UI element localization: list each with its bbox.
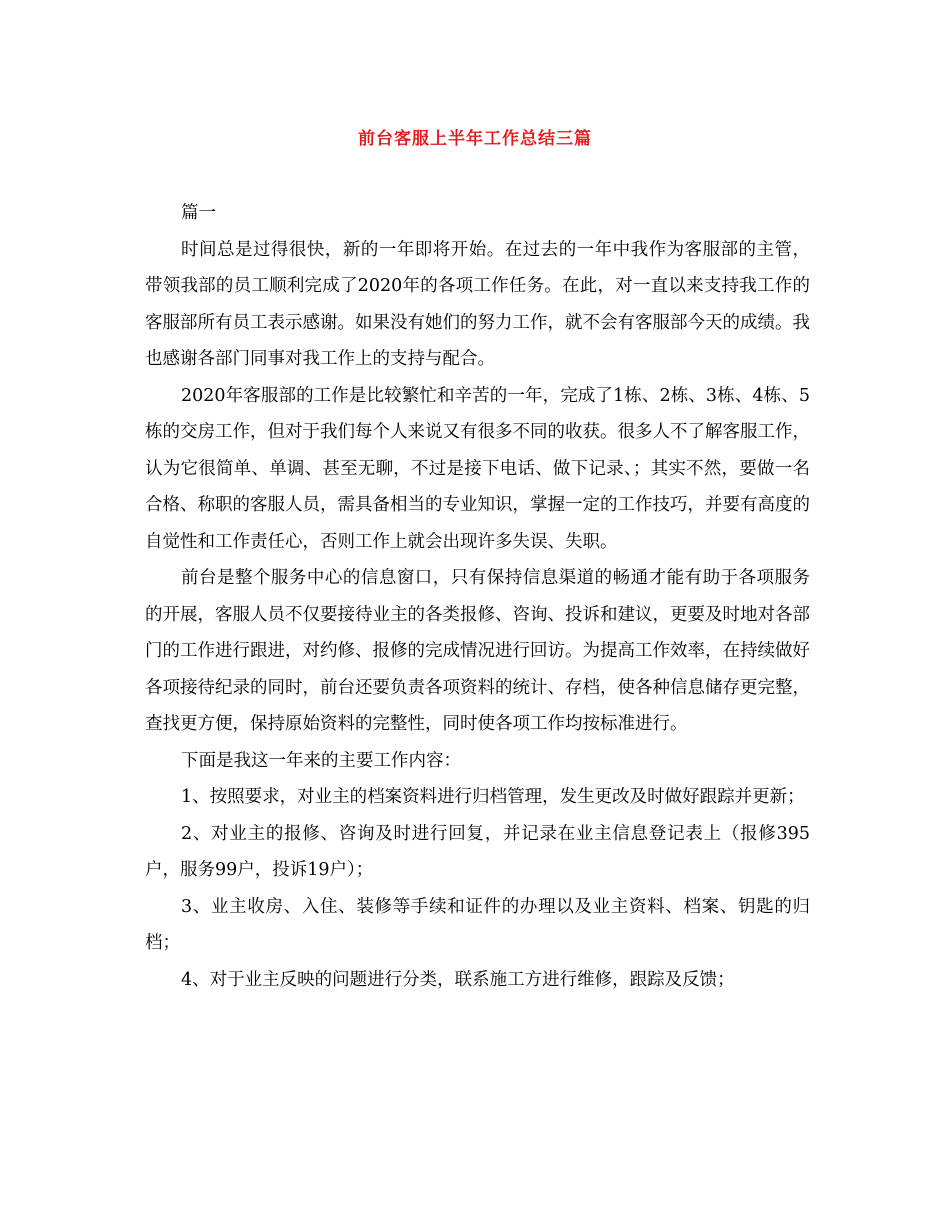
- paragraph-front-desk: 前台是整个服务中心的信息窗口，只有保持信息渠道的畅通才能有助于各项服务的开展，客服人员不仅要接待业主的各类报修、咨询、投诉和建议，更要及时地对各部门的工作进行跟进，对约修、报修的完成情况进行回访。为提高工作效率，在持续做好各项接待纪录的同时，前台还要负责各项资料的统计、存档，使各种信息储存更完整，查找更方便，保持原始资料的完整性，同时使各项工作均按标准进行。: [145, 568, 810, 734]
- list-item: 4、对于业主反映的问题进行分类，联系施工方进行维修，跟踪及反馈；: [181, 969, 735, 990]
- section-heading: 篇一: [181, 203, 216, 223]
- paragraph-intro: 时间总是过得很快，新的一年即将开始。在过去的一年中我作为客服部的主管，带领我部的员工顺利完成了2020年的各项工作任务。在此，对一直以来支持我工作的客服部所有员工表示感谢。如果没有她们的努力工作，就不会有客服部今天的成绩。我也感谢各部门同事对我工作上的支持与配合。: [145, 239, 810, 369]
- list-item: 3、业主收房、入住、装修等手续和证件的办理以及业主资料、档案、钥匙的归档；: [145, 896, 810, 953]
- list-item: 2、对业主的报修、咨询及时进行回复，并记录在业主信息登记表上（报修395户，服务99户，投诉19户）；: [145, 823, 810, 880]
- paragraph-year-work: 2020年客服部的工作是比较繁忙和辛苦的一年，完成了1栋、2栋、3栋、4栋、5栋的交房工作，但对于我们每个人来说又有很多不同的收获。很多人不了解客服工作，认为它很简单、单调、甚至无聊，不过是接下电话、做下记录、；其实不然，要做一名合格、称职的客服人员，需具备相当的专业知识，掌握一定的工作技巧，并要有高度的自觉性和工作责任心，否则工作上就会出现许多失误、失职。: [145, 385, 810, 552]
- document-body: [145, 195, 810, 998]
- document-title: 前台客服上半年工作总结三篇: [358, 129, 592, 149]
- paragraph-list-intro: 下面是我这一年来的主要工作内容：: [181, 750, 461, 771]
- list-item: 1、按照要求，对业主的档案资料进行归档管理，发生更改及时做好跟踪并更新；: [181, 787, 805, 807]
